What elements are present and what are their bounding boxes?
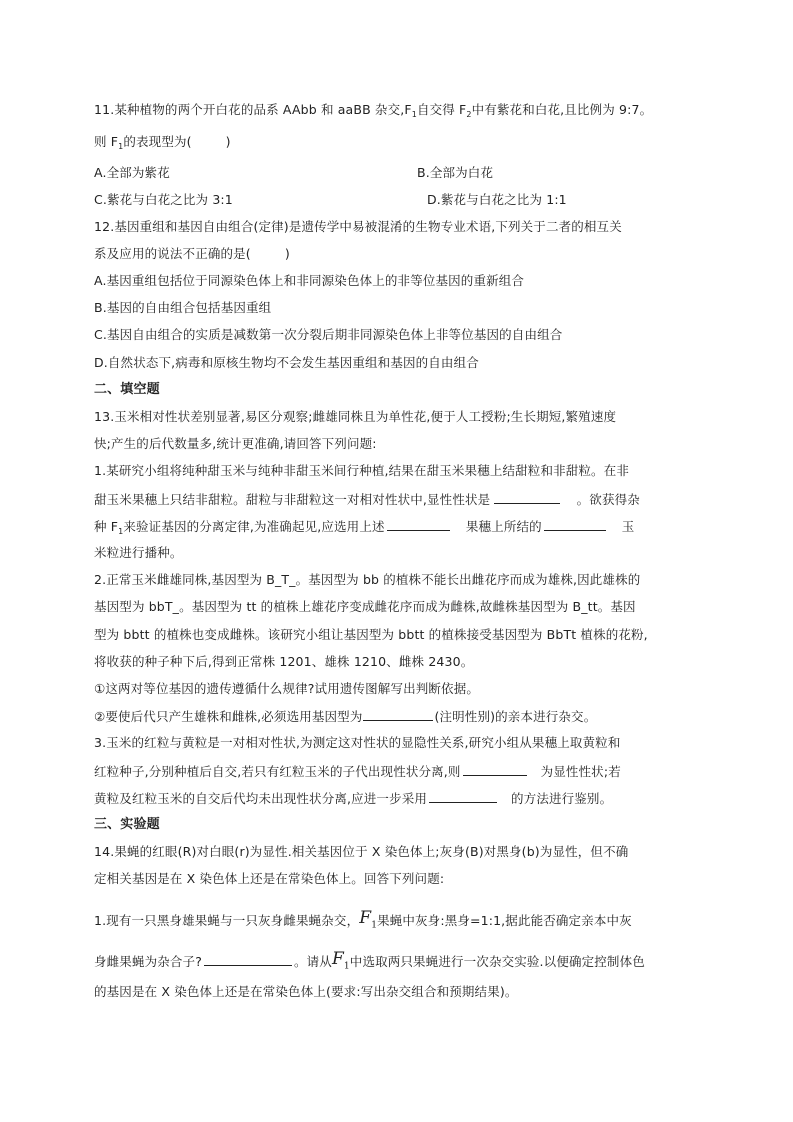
q13-line-4 [94, 490, 640, 509]
q13-text: 玉 [621, 519, 635, 534]
q14-line-5: 的基因是在 X 染色体上还是在常染色体上(要求:写出杂交组合和预期结果)。 [94, 984, 518, 999]
q11-option-d: D.紫花与白花之比为 1:1 [427, 192, 567, 207]
q13-line-7: 2.正常玉米雌雄同株,基因型为 B_T_。基因型为 bb 的植株不能长出雌花序而成为雄株,因此雄株的 [94, 572, 641, 587]
q11-line-1 [94, 101, 652, 124]
fill-blank[interactable] [463, 762, 527, 776]
q13-text: (注明性别)的亲本进行杂交。 [434, 709, 597, 724]
fill-blank[interactable] [494, 490, 560, 504]
q11-option-a: A.全部为紫花 [94, 165, 170, 180]
q14-line-1: 14.果蝇的红眼(R)对白眼(r)为显性.相关基因位于 X 染色体上;灰身(B)对黑身(b)为显性，但不确 [94, 844, 629, 859]
q13-line-14 [94, 762, 621, 781]
q12-option-d: D.自然状态下,病毒和原核生物均不会发生基因重组和基因的自由组合 [94, 355, 479, 370]
q13-line-11: ①这两对等位基因的遗传遵循什么规律?试用遗传图解写出判断依据。 [94, 681, 479, 696]
q13-text: 为显性性状;若 [540, 764, 621, 779]
section-heading-experiment: 三、实验题 [94, 817, 160, 832]
fill-blank[interactable] [429, 789, 497, 803]
subscript: 2 [466, 110, 472, 119]
q13-line-13: 3.玉米的红粒与黄粒是一对相对性状,为测定这对性状的显隐性关系,研究小组从果穗上取黄粒和 [94, 735, 621, 750]
q14-text: 中选取两只果蝇进行一次杂交实验.以便确定控制体色 [349, 954, 645, 969]
q11-text-e: 的表现型为( [123, 134, 192, 149]
q13-line-15 [94, 789, 612, 808]
q12-option-a: A.基因重组包括位于同源染色体上和非同源染色体上的非等位基因的重新组合 [94, 273, 525, 288]
q13-text: 来验证基因的分离定律,为准确起见,应选用上述 [123, 519, 385, 534]
q13-text: 的方法进行鉴别。 [511, 791, 613, 806]
subscript: 1 [118, 142, 124, 151]
section-heading-fill-in: 二、填空题 [94, 382, 160, 397]
fill-blank[interactable] [544, 517, 606, 531]
q13-text: 果穗上所结的 [465, 519, 542, 534]
q13-line-3: 1.某研究小组将纯种甜玉米与纯种非甜玉米间行种植,结果在甜玉米果穗上结甜粒和非甜粒。在非 [94, 463, 630, 478]
q13-line-12 [94, 707, 596, 726]
q13-line-10: 将收获的种子种下后,得到正常株 1201、雄株 1210、雌株 2430。 [94, 654, 474, 669]
q13-text: 种 F [94, 519, 119, 534]
q11-text-f: ) [225, 134, 231, 149]
q11-options-cd [94, 191, 694, 209]
q13-text: 红粒种子,分别种植后自交,若只有红粒玉米的子代出现性状分离,则 [94, 764, 461, 779]
fill-blank[interactable] [204, 952, 292, 966]
q11-text-d: 则 F [94, 134, 119, 149]
q11-text-b: 自交得 F [416, 102, 467, 117]
q11-option-c: C.紫花与白花之比为 3:1 [94, 192, 233, 207]
f1-symbol: $F_1$ [331, 949, 350, 972]
subscript: 1 [118, 527, 124, 536]
q12-option-c: C.基因自由组合的实质是减数第一次分裂后期非同源染色体上非等位基因的自由组合 [94, 327, 563, 342]
q14-text: 身雌果蝇为杂合子? [94, 954, 202, 969]
q11-option-b: B.全部为白花 [417, 165, 494, 180]
subscript: 1 [411, 110, 417, 119]
q12-line-2 [94, 245, 290, 263]
q14-text: 1.现有一只黑身雄果蝇与一只灰身雌果蝇杂交， [94, 913, 360, 928]
q13-line-1: 13.玉米相对性状差别显著,易区分观察;雌雄同株且为单性花,便于人工授粉;生长期短,繁殖速度 [94, 409, 617, 424]
q13-text: 。欲获得杂 [576, 492, 640, 507]
q13-line-9: 型为 bbtt 的植株也变成雌株。该研究小组让基因型为 bbtt 的植株接受基因型为 BbTt 植株的花粉, [94, 627, 648, 642]
q14-text: 果蝇中灰身:黑身=1:1,据此能否确定亲本中灰 [377, 913, 632, 928]
q11-options-ab [94, 164, 694, 182]
q11-line-2 [94, 133, 231, 156]
q13-text: ②要使后代只产生雄株和雌株,必须选用基因型为 [94, 709, 363, 724]
q13-text: 甜玉米果穗上只结非甜粒。甜粒与非甜粒这一对相对性状中,显性性状是 [94, 492, 491, 507]
q13-line-8: 基因型为 bbT_。基因型为 tt 的植株上雄花序变成雌花序而成为雌株,故雌株基因型为 B_tt。基因 [94, 599, 636, 614]
q13-line-5 [94, 517, 634, 541]
q11-text-a: 11.某种植物的两个开白花的品系 AAbb 和 aaBB 杂交,F [94, 102, 412, 117]
fill-blank[interactable] [363, 707, 433, 721]
q12-text-a: 系及应用的说法不正确的是( [94, 246, 251, 261]
q13-line-2: 快;产生的后代数量多,统计更准确,请回答下列问题: [94, 436, 377, 451]
q14-text: 。请从 [294, 954, 332, 969]
f1-symbol: $F_1$ [359, 908, 378, 931]
fill-blank[interactable] [387, 517, 450, 531]
q13-text: 黄粒及红粒玉米的自交后代均未出现性状分离,应进一步采用 [94, 791, 428, 806]
q12-line-1: 12.基因重组和基因自由组合(定律)是遗传学中易被混淆的生物专业术语,下列关于二者的相互关 [94, 219, 622, 234]
q12-option-b: B.基因的自由组合包括基因重组 [94, 300, 272, 315]
q12-text-b: ) [284, 246, 290, 261]
q14-line-3 [94, 908, 632, 936]
q11-text-c: 中有紫花和白花,且比例为 9:7。 [471, 102, 653, 117]
q14-line-4 [94, 949, 645, 977]
q14-line-2: 定相关基因是在 X 染色体上还是在常染色体上。回答下列问题: [94, 871, 445, 886]
q13-line-6: 米粒进行播种。 [94, 545, 183, 560]
